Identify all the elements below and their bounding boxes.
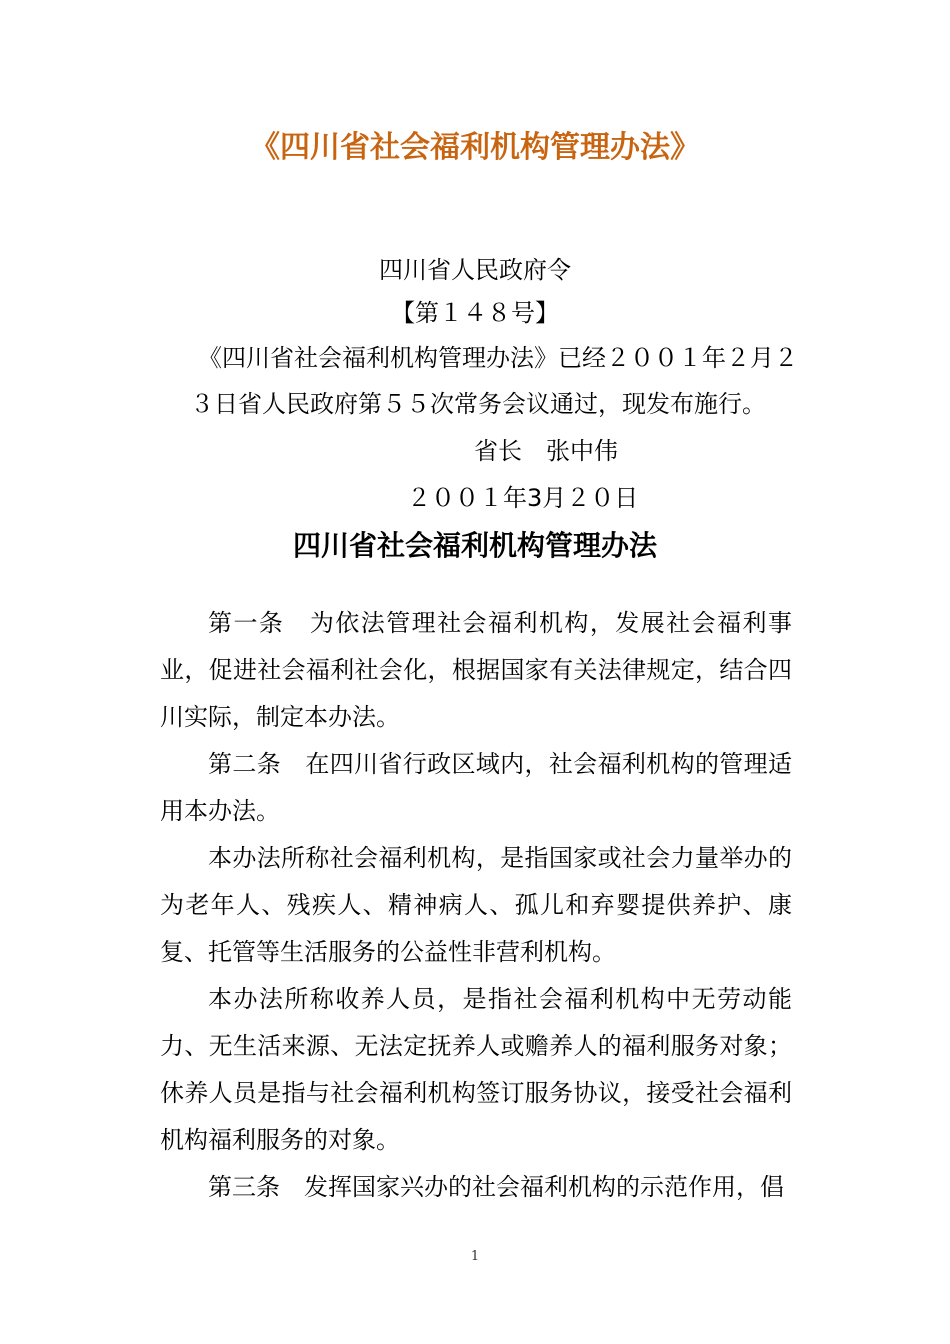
body-text bbox=[160, 600, 792, 1211]
issue-date: ２００１年3月２０日 bbox=[407, 484, 639, 512]
law-title: 四川省社会福利机构管理办法 bbox=[292, 529, 657, 562]
paragraph-definition-residents: 本办法所称收养人员，是指社会福利机构中无劳动能力、无生活来源、无法定抚养人或赡养人的福利服务对象；休养人员是指与社会福利机构签订服务协议，接受社会福利机构福利服务的对象。 bbox=[160, 985, 792, 1154]
signatory: 省长 张中伟 bbox=[474, 437, 618, 465]
document-title: 《四川省社会福利机构管理办法》 bbox=[250, 130, 700, 165]
paragraph-definition-institution: 本办法所称社会福利机构，是指国家或社会力量举办的为老年人、残疾人、精神病人、孤儿和弃婴提供养护、康复、托管等生活服务的公益性非营利机构。 bbox=[160, 844, 792, 966]
announcement-line-2: ３日省人民政府第５５次常务会议通过，现发布施行。 bbox=[190, 390, 766, 418]
paragraph-article-1: 第一条 为依法管理社会福利机构，发展社会福利事业，促进社会福利社会化，根据国家有关法律规定，结合四川实际，制定本办法。 bbox=[160, 609, 792, 731]
announcement-line-1: 《四川省社会福利机构管理办法》已经２００１年２月２ bbox=[198, 344, 798, 372]
paragraph-article-3: 第三条 发挥国家兴办的社会福利机构的示范作用，倡 bbox=[208, 1173, 784, 1201]
issuer-line: 四川省人民政府令 bbox=[379, 256, 571, 284]
page-number: 1 bbox=[470, 1249, 480, 1264]
paragraph-article-2: 第二条 在四川省行政区域内，社会福利机构的管理适用本办法。 bbox=[160, 750, 792, 825]
order-number: 【第１４８号】 bbox=[391, 299, 559, 327]
